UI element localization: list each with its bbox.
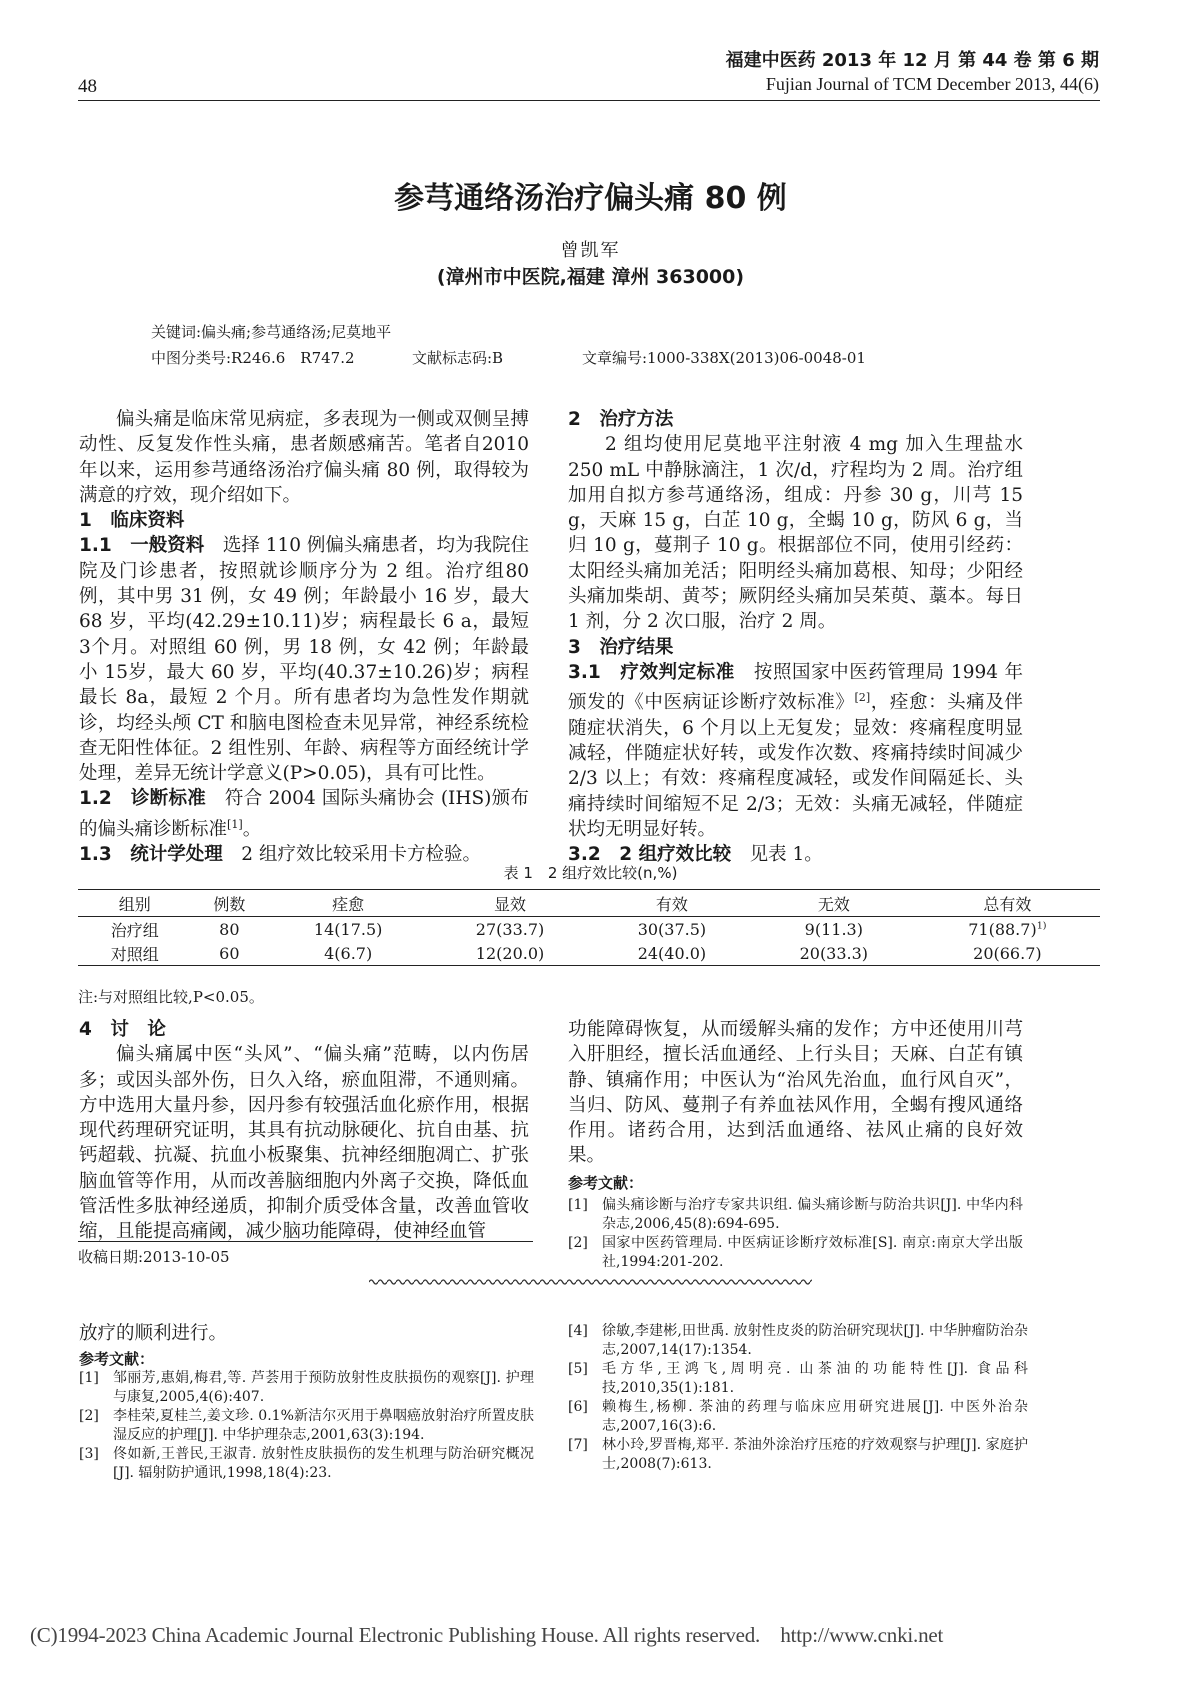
article-author: 曾凯军 <box>560 240 621 261</box>
reference-item <box>568 1436 1028 1474</box>
section-heading-4: 4 讨 论 <box>79 1019 166 1040</box>
table-header-cell: 痊愈 <box>267 890 429 917</box>
table-cell: 20(66.7) <box>915 941 1100 966</box>
reference-text: 国家中医药管理局. 中医病证诊断疗效标准[S]. 南京:南京大学出版社,1994:201-202. <box>602 1235 1023 1271</box>
reference-text: 林小玲,罗晋梅,郑平. 茶油外涂治疗压疮的疗效观察与护理[J]. 家庭护士,2008(7):613. <box>602 1437 1028 1472</box>
section-3-1-body: 按照国家中医药管理局 1994 年颁发的《中医病证诊断疗效标准》 <box>568 661 1023 714</box>
reference-text: 李桂荣,夏桂兰,姜文珍. 0.1%新洁尔灭用于鼻咽癌放射治疗所置皮肤湿反应的护理[J]. 中华护理杂志,2001,63(3):194. <box>113 1408 534 1443</box>
table-header-cell: 有效 <box>591 890 753 917</box>
reference-item <box>79 1445 534 1483</box>
table-cell: 12(20.0) <box>429 941 591 966</box>
reference-number: [3] <box>79 1446 99 1462</box>
reference-number: [6] <box>568 1399 588 1415</box>
reference-text: 偏头痛诊断与治疗专家共识组. 偏头痛诊断与防治共识[J]. 中华内科杂志,2006,45(8):694-695. <box>602 1197 1023 1233</box>
copyright-footer <box>30 1623 943 1648</box>
reference-number: [5] <box>568 1361 588 1377</box>
section-1-2-body: 符合 2004 国际头痛协会 (IHS)颁布的偏头痛诊断标准 <box>79 788 529 840</box>
reference-item <box>79 1369 534 1407</box>
article-title: 参芎通络汤治疗偏头痛 80 例 <box>394 181 787 216</box>
discussion-body-right: 功能障碍恢复，从而缓解头痛的发作；方中还使用川芎入肝胆经，擅长活血通经、上行头目；天麻、白芷有镇静、镇痛作用；中医认为“治风先治血，血行风自灭”，当归、防风、蔓荆子有养血祛风作用，全蝎有搜风通络作用。诸药合用，达到活血通络、祛风止痛的良好效果。 <box>568 1019 1023 1167</box>
references-title: 参考文献： <box>568 1173 644 1192</box>
table-row <box>78 941 1100 966</box>
table-note: 注:与对照组比较,P<0.05。 <box>78 988 264 1006</box>
reference-number: [1] <box>79 1370 99 1386</box>
table-cell: 71(88.7) <box>968 919 1037 939</box>
cnki-link[interactable]: http://www.cnki.net <box>780 1623 944 1647</box>
document-code: 文献标志码:B <box>412 349 504 367</box>
table-row <box>78 917 1100 942</box>
discussion-right <box>568 1017 1023 1272</box>
reference-text: 徐敏,李建彬,田世禹. 放射性皮炎的防治研究现状[J]. 中华肿瘤防治杂志,2007,14(17):1354. <box>602 1323 1028 1358</box>
efficacy-table <box>78 889 1100 966</box>
section-1-2 <box>79 786 529 842</box>
table-cell: 4(6.7) <box>267 941 429 966</box>
table-cell: 60 <box>192 941 268 966</box>
table-header-cell: 显效 <box>429 890 591 917</box>
journal-name-en: Fujian Journal of TCM December 2013, 44(6) <box>765 74 1099 94</box>
discussion-left <box>79 1017 529 1245</box>
reference-number: [2] <box>79 1408 99 1424</box>
tail-references-title: 参考文献： <box>79 1350 155 1368</box>
table-cell: 30(37.5) <box>637 919 707 939</box>
right-column <box>568 407 1023 868</box>
table-header-cell: 总有效 <box>915 890 1100 917</box>
section-1-3-body: 2 组疗效比较采用卡方检验。 <box>241 844 481 866</box>
reference-text: 毛方华,王鸿飞,周明亮. 山茶油的功能特性[J]. 食品科技,2010,35(1):181. <box>602 1361 1028 1396</box>
citation-1: [1] <box>227 817 243 831</box>
table-caption: 表 1 2 组疗效比较(n,%) <box>503 864 678 882</box>
table-header-cell: 组别 <box>78 890 192 917</box>
reference-text: 赖梅生,杨柳. 茶油的药理与临床应用研究进展[J]. 中医外治杂志,2007,16(3):6. <box>602 1399 1028 1434</box>
tail-text: 放疗的顺利进行。 <box>79 1323 228 1344</box>
reference-item <box>568 1360 1028 1398</box>
citation-2: [2] <box>854 691 871 705</box>
section-separator <box>369 1278 812 1286</box>
reference-item <box>568 1398 1028 1436</box>
section-3-2-body: 见表 1。 <box>749 844 823 866</box>
reference-number: [7] <box>568 1437 588 1453</box>
table-cell: 对照组 <box>78 941 192 966</box>
section-1-1 <box>79 533 529 786</box>
section-heading-1: 1 临床资料 <box>79 510 185 532</box>
reference-item <box>568 1234 1023 1272</box>
table-cell: 80 <box>219 919 240 939</box>
table-cell: 24(40.0) <box>591 941 753 966</box>
article-number: 文章编号:1000-338X(2013)06-0048-01 <box>582 349 866 367</box>
intro-paragraph: 偏头痛是临床常见病症，多表现为一侧或双侧呈搏动性、反复发作性头痛，患者颇感痛苦。笔者自2010 年以来，运用参芎通络汤治疗偏头痛 80 例，取得较为满意的疗效，现介绍如下。 <box>79 409 529 506</box>
tail-left <box>79 1322 534 1483</box>
received-date: 收稿日期:2013-10-05 <box>78 1248 230 1266</box>
table-cell: 9(11.3) <box>804 919 863 939</box>
section-1-1-body: 选择 110 例偏头痛患者，均为我院住院及门诊患者，按照就诊顺序分为 2 组。治疗组80 例，其中男 31 例，女 49 例；年龄最小 16 岁，最大68 岁，平均(42.29±10.11)岁；病程最长 6 a，最短 3个月。对照组 60 例，男 18 例，女 42 例；年龄最小 15岁，最大 60 岁，平均(40.37±10.26)岁；病程最长 8a，最短 2 个月。所有患者均为急性发作期就诊，均经头颅 CT 和脑电图检查未见异常，神经系统检查无阳性体征。2 组性别、年龄、病程等方面经统计学处理，差异无统计学意义(P>0.05)，具有可比性。 <box>79 535 529 785</box>
table-cell: 27(33.7) <box>475 919 545 939</box>
table-cell: 20(33.3) <box>753 941 915 966</box>
section-3-1-heading: 3.1 疗效判定标准 <box>568 661 735 683</box>
section-3-2-heading: 3.2 2 组疗效比较 <box>568 844 732 866</box>
clc-number: 中图分类号:R246.6 R747.2 <box>151 349 355 367</box>
section-2-body: 2 组均使用尼莫地平注射液 4 mg 加入生理盐水 250 mL 中静脉滴注，1 次/d，疗程均为 2 周。治疗组加用自拟方参芎通络汤，组成：丹参 30 g，川芎 15 g，天麻 15 g，白芷 10 g，全蝎 10 g，防风 6 g，当归 10 g，蔓荆子 10 g。根据部位不同，使用引经药：太阳经头痛加羌活；阳明经头痛加葛根、知母；少阳经头痛加柴胡、黄芩；厥阴经头痛加吴茱萸、藁本。每日 1 剂，分 2 次口服，治疗 2 周。 <box>568 434 1023 633</box>
reference-item <box>79 1407 534 1445</box>
reference-item <box>568 1322 1028 1360</box>
footnote-mark: 1) <box>1036 920 1047 932</box>
article-affiliation: (漳州市中医院,福建 漳州 363000) <box>436 266 745 288</box>
journal-name-cn: 福建中医药 2013 年 12 月 第 44 卷 第 6 期 <box>725 50 1099 71</box>
reference-number: [4] <box>568 1323 588 1339</box>
section-1-2-heading: 1.2 诊断标准 <box>79 788 207 810</box>
reference-text: 佟如新,王普民,王淑青. 放射性皮肤损伤的发生机理与防治研究概况[J]. 辐射防护通讯,1998,18(4):23. <box>113 1446 534 1481</box>
received-rule <box>78 1241 533 1242</box>
section-3-1-body-2: ，痊愈：头痛及伴随症状消失，6 个月以上无复发；显效：疼痛程度明显减轻，伴随症状好转，或发作次数、疼痛持续时间减少 2/3 以上；有效：疼痛程度减轻，或发作间隔延长、头痛持续时间缩短不足 2/3；无效：头痛无减轻，伴随症状均无明显好转。 <box>568 692 1023 840</box>
section-3-1 <box>568 660 1023 842</box>
discussion-body-left: 偏头痛属中医“头风”、“偏头痛”范畴，以内伤居多；或因头部外伤，日久入络，瘀血阻滞，不通则痛。方中选用大量丹参，因丹参有较强活血化瘀作用，根据现代药理研究证明，其具有抗动脉硬化、抗自由基、抗钙超载、抗凝、抗血小板聚集、抗神经细胞凋亡、扩张脑血管等作用，从而改善脑细胞内外离子交换，降低血管活性多肽神经递质，抑制介质受体含量，改善血管收缩，且能提高痛阈，减少脑功能障碍，使神经血管 <box>79 1044 529 1243</box>
table-cell: 14(17.5) <box>313 919 383 939</box>
section-heading-2: 2 治疗方法 <box>568 409 674 430</box>
copyright-text: (C)1994-2023 China Academic Journal Electronic Publishing House. All rights reserved. <box>30 1623 761 1647</box>
table-header-cell: 例数 <box>192 890 268 917</box>
section-1-1-heading: 1.1 一般资料 <box>79 535 205 557</box>
left-column <box>79 407 529 868</box>
table-header-row <box>78 890 1100 917</box>
tail-right <box>568 1322 1028 1474</box>
table-cell-total <box>915 917 1100 942</box>
table-header-cell: 无效 <box>753 890 915 917</box>
page-number: 48 <box>78 76 97 97</box>
keywords: 关键词:偏头痛;参芎通络汤;尼莫地平 <box>151 323 392 341</box>
reference-text: 邹丽芳,惠娟,梅君,等. 芦荟用于预防放射性皮肤损伤的观察[J]. 护理与康复,2005,4(6):407. <box>113 1370 534 1405</box>
section-1-2-end: 。 <box>242 818 262 840</box>
table-cell: 治疗组 <box>110 920 159 940</box>
reference-number: [2] <box>568 1235 588 1252</box>
section-heading-3: 3 治疗结果 <box>568 636 674 658</box>
reference-number: [1] <box>568 1197 588 1214</box>
section-1-3-heading: 1.3 统计学处理 <box>79 844 223 866</box>
header-rule <box>78 100 1100 101</box>
reference-item <box>568 1196 1023 1234</box>
